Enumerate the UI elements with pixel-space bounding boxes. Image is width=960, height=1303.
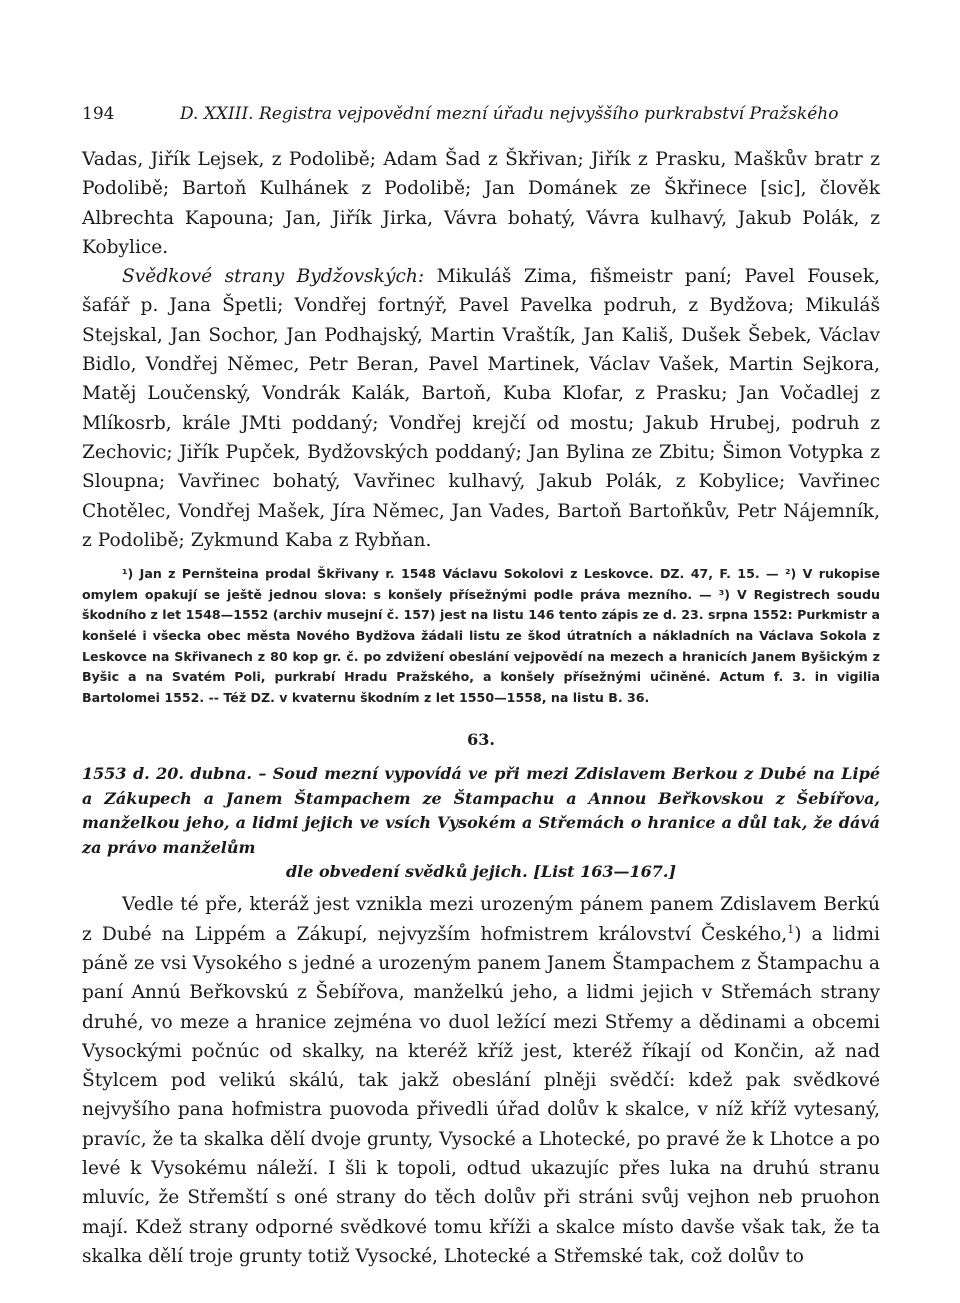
regest-last-line: dle obvedení svědků jejich. [List 163—167.]: [285, 861, 677, 881]
footnotes: [82, 564, 880, 708]
document-page: [82, 98, 880, 1271]
footnote-text: ¹) Jan z Pernšteina prodal Škřivany r. 1548 Václavu Sokolovi z Leskovce. DZ. 47, F. 15. — ²) V rukopise omylem opakují se ještě jednou slova: s konšely přísežnými podle práva mezního. — ³) V Registrech soudu škodního z let 1548—1552 (archiv musejní č. 157) jest na listu 146 tento zápis ze d. 23. srpna 1552: Purkmistr a konšelé i všecka obec města Nového Bydžova žádali listu ze škod útratních a nákladních na Václava Sokola z Leskovce na Skřivanech z 80 kop gr. č. po zdvižení obeslání vejpovědí na mezech a hranicích Janem Byšickým z Byšic a na Svatém Poli, purkrabí Hradu Pražského, a konšely přísežnými učiněné. Actum f. 3. in vigilia Bartolomei 1552. -- Též DZ. v kvaternu škodním z let 1550—1558, na listu B. 36.: [82, 566, 880, 705]
main-text-part-2: ) a lidmi páně ze vsi Vysokého s jedné a urozeným panem Janem Štampachem z Štampachu a paní Annú Beřkovskú z Šebířova, manželkú jeho, a lidmi jejich v Střemách strany druhé, vo meze a hranice zejména vo duol ležící mezi Střemy a dědinami a obcemi Vysockými počnúc od skalky, na kteréž kříž jest, kteréž říkají od Končin, až nad Štylcem pod velikú skálú, tak jakž obeslání plněji svědčí: kdež pak svědkové nejvyšího pana hofmistra puovoda přivedli úřad dolův k skalce, v níž kříž vytesaný, pravíc, že ta skalka dělí dvoje grunty, Vysocké a Lhotecké, po pravé že k Lhotce a po levé k Vysokému náleží. I šli k topoli, odtud ukazujíc přes luka na druhú stranu mluvíc, že Střemští s oné strany do těch dolův při stráni svůj vejhon neb pruohon mají. Kdež strany odporné svědkové tomu kříži a skalce místo davše však tak, že ta skalka dělí troje grunty totiž Vysocké, Lhotecké a Střemské tak, což dolův to: [82, 923, 880, 1267]
document-text: [82, 890, 880, 1271]
witness-paragraph: [82, 262, 880, 555]
witness-lead: Svědkové strany Bydžovských:: [122, 266, 425, 288]
main-paragraph: [82, 890, 880, 1271]
paragraph: Vadas, Jiřík Lejsek, z Podolibě; Adam Šad z Škřivan; Jiřík z Prasku, Maškův bratr z Podolibě; Bartoň Kulhánek z Podolibě; Jan Dománek ze Škřinece [sic], člověk Albrechta Kapouna; Jan, Jiřík Jirka, Vávra bohatý, Vávra kulhavý, Jakub Polák, z Kobylice.: [82, 149, 880, 258]
main-text-part-1: Vedle té pře, kteráž jest vznikla mezi urozeným pánem panem Zdislavem Berkú z Dubé na Lippém a Zákupí, nejvyzším hofmistrem království Českého,: [82, 894, 880, 945]
page-header: [82, 98, 880, 128]
regest-text: 1553 d. 20. dubna. – Soud mezní vypovídá ve při mezi Zdislavem Berkou z Dubé na Lipé a Zákupech a Janem Štampachem ze Štampachu a Annou Beřkovskou z Šebířova, manželkou jeho, a lidmi jejich ve vsích Vysokém a Střemách o hranice a důl tak, že dává za právo manželům: [82, 764, 880, 857]
page-number: 194: [82, 104, 115, 124]
document-number: 63.: [467, 730, 495, 750]
running-title: D. XXIII. Registra vejpovědní mezní úřadu nejvyššího purkrabství Pražského: [180, 104, 839, 124]
witness-list-continuation: [82, 145, 880, 555]
footnote-ref: 1: [787, 922, 795, 936]
document-regest: [82, 762, 880, 884]
witness-text: Mikuláš Zima, fišmeistr paní; Pavel Fousek, šafář p. Jana Špetli; Vondřej fortnýř, Pavel Pavelka podruh, z Bydžova; Mikuláš Stejskal, Jan Sochor, Jan Podhajský, Martin Vraštík, Jan Kališ, Dušek Šebek, Václav Bidlo, Vondřej Němec, Petr Beran, Pavel Martinek, Václav Vašek, Martin Sejkora, Matěj Loučenský, Vondrák Kalák, Bartoň, Kuba Klofar, z Prasku; Jan Vočadlej z Mlíkosrb, krále JMti poddaný; Vondřej krejčí od mostu; Jakub Hrubej, podruh z Zechovic; Jiřík Pupček, Bydžovských poddaný; Jan Bylina ze Zbitu; Šimon Votypka z Sloupna; Vavřinec bohatý, Vavřinec kulhavý, Jakub Polák, z Kobylice; Vavřinec Chotělec, Vondřej Mašek, Jíra Němec, Jan Vades, Bartoň Bartoňkův, Petr Nájemník, z Podolibě; Zykmund Kaba z Rybňan.: [82, 266, 880, 551]
